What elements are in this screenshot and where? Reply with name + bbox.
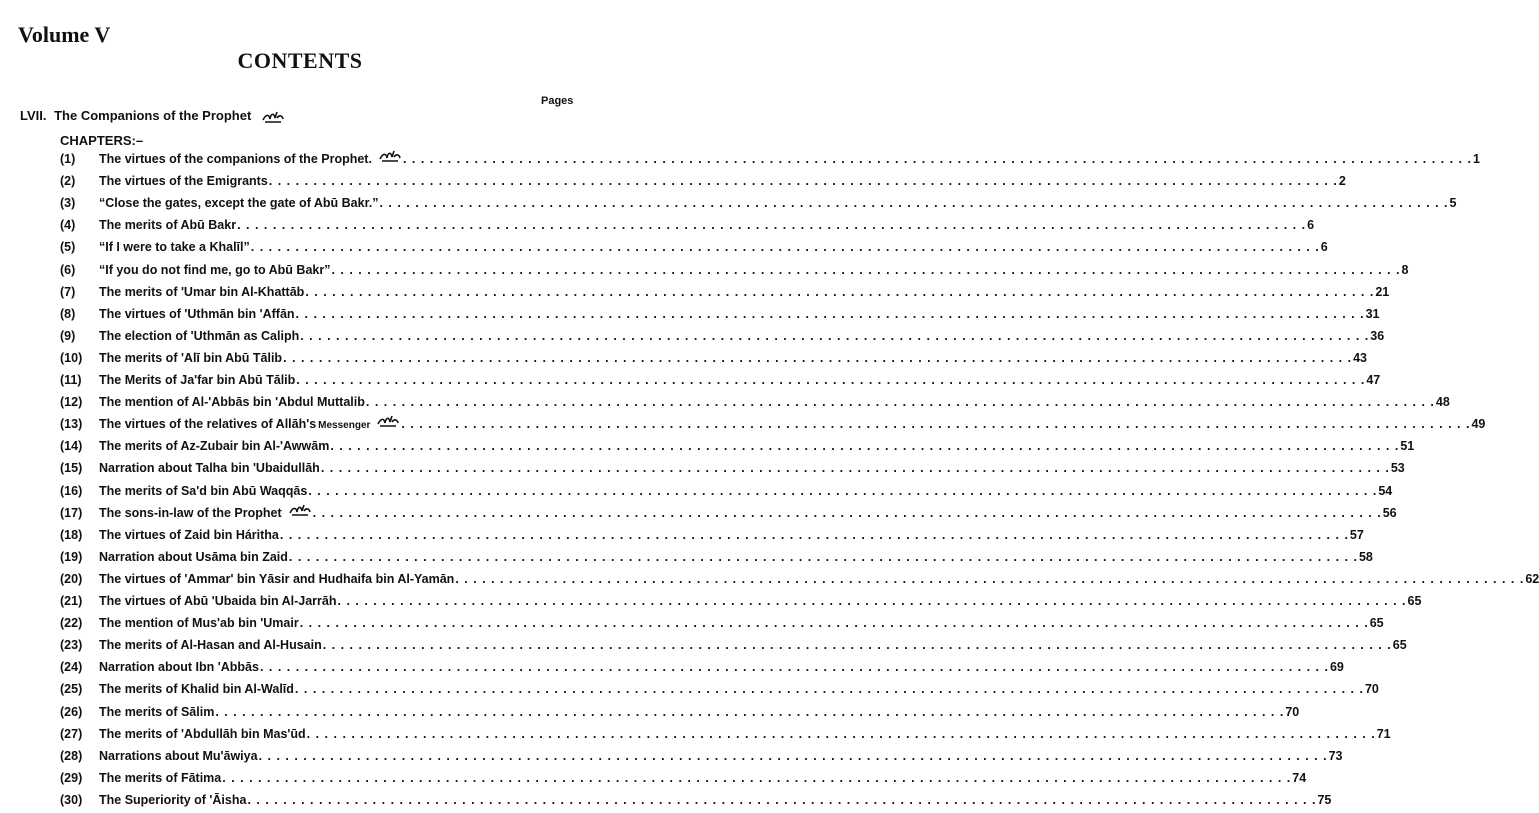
toc-entry xyxy=(0,413,1486,435)
toc-entry-page: 21 xyxy=(1375,284,1390,299)
toc-entry-title: Narration about Ibn 'Abbās xyxy=(99,660,259,675)
toc-entry-title: The virtues of Abū 'Ubaida bin Al-Jarrāh xyxy=(99,594,337,608)
toc-entry-number: (26) xyxy=(60,704,83,719)
toc-entry-leader-dots: . . . . . . . . . . . . . . . . . . . . . . . . . . . . . . . . . . . . . . . . . . . . . . . . . . . . . . . . . . . . . . . . . . . . . . . . . . . . . . . . . . . . . . . . . . . . . . . . . . . . . . . . . . . . . . . . . . . . . . . . xyxy=(237,218,1307,233)
toc-entry-body xyxy=(99,656,1344,678)
toc-entry-page: 47 xyxy=(1366,373,1381,387)
toc-entry-body xyxy=(99,767,1307,789)
toc-entry-title: “Close the gates, except the gate of Abū Bakr.” xyxy=(99,196,379,211)
toc-entry-number: (13) xyxy=(60,417,83,432)
toc-entry-leader-dots: . . . . . . . . . . . . . . . . . . . . . . . . . . . . . . . . . . . . . . . . . . . . . . . . . . . . . . . . . . . . . . . . . . . . . . . . . . . . . . . . . . . . . . . . . . . . . . . . . . . . . . . . . . . . . . . . . . . . . . . . xyxy=(296,373,1366,387)
toc-entry-page: 74 xyxy=(1292,770,1307,785)
toc-entry-page: 48 xyxy=(1435,395,1450,410)
toc-entry-number: (14) xyxy=(60,439,83,454)
toc-entry-number: (23) xyxy=(60,638,83,653)
toc-entry-body xyxy=(99,568,1539,590)
toc-entry-title: The merits of 'Abdullāh bin Mas'ūd xyxy=(99,726,306,741)
toc-entry-leader-dots: . . . . . . . . . . . . . . . . . . . . . . . . . . . . . . . . . . . . . . . . . . . . . . . . . . . . . . . . . . . . . . . . . . . . . . . . . . . . . . . . . . . . . . . . . . . . . . . . . . . . . . . . . . . . . . . . . . . . . . . . xyxy=(247,792,1317,807)
toc-entry-body xyxy=(99,236,1328,258)
toc-entry xyxy=(0,170,1346,192)
toc-entry xyxy=(0,767,1307,789)
toc-entry-body xyxy=(99,369,1381,391)
toc-entry-leader-dots: . . . . . . . . . . . . . . . . . . . . . . . . . . . . . . . . . . . . . . . . . . . . . . . . . . . . . . . . . . . . . . . . . . . . . . . . . . . . . . . . . . . . . . . . . . . . . . . . . . . . . . . . . . . . . . . . . . . . . . . . xyxy=(300,328,1370,343)
toc-entry-leader-dots: . . . . . . . . . . . . . . . . . . . . . . . . . . . . . . . . . . . . . . . . . . . . . . . . . . . . . . . . . . . . . . . . . . . . . . . . . . . . . . . . . . . . . . . . . . . . . . . . . . . . . . . . . . . . . . . . . . . . . . . . xyxy=(259,660,1329,675)
toc-entry-title: Narration about Talha bin 'Ubaidullāh xyxy=(99,461,320,476)
toc-entry xyxy=(0,325,1385,347)
toc-entry-page: 53 xyxy=(1390,461,1405,476)
toc-entry-title: The Superiority of 'Āisha xyxy=(99,792,247,807)
toc-entry-number: (19) xyxy=(60,549,83,564)
toc-entry-page: 69 xyxy=(1329,660,1344,675)
toc-entry-title: The virtues of Zaid bin Háritha xyxy=(99,527,279,542)
toc-entry-leader-dots: . . . . . . . . . . . . . . . . . . . . . . . . . . . . . . . . . . . . . . . . . . . . . . . . . . . . . . . . . . . . . . . . . . . . . . . . . . . . . . . . . . . . . . . . . . . . . . . . . . . . . . . . . . . . . . . . . . . . . . . . xyxy=(288,549,1358,564)
toc-entry xyxy=(0,678,1379,700)
toc-entry-leader-dots: . . . . . . . . . . . . . . . . . . . . . . . . . . . . . . . . . . . . . . . . . . . . . . . . . . . . . . . . . . . . . . . . . . . . . . . . . . . . . . . . . . . . . . . . . . . . . . . . . . . . . . . . . . . . . . . . . . . . . . . . xyxy=(294,682,1364,697)
toc-entry-leader-dots: . . . . . . . . . . . . . . . . . . . . . . . . . . . . . . . . . . . . . . . . . . . . . . . . . . . . . . . . . . . . . . . . . . . . . . . . . . . . . . . . . . . . . . . . . . . . . . . . . . . . . . . . . . . . . . . . . . . . . . . . xyxy=(215,704,1285,719)
toc-entry-body xyxy=(99,634,1407,656)
toc-entry-body xyxy=(99,413,1486,437)
toc-entry-page: 56 xyxy=(1382,505,1397,520)
toc-entry-number: (7) xyxy=(60,284,76,299)
toc-entry xyxy=(0,590,1422,612)
toc-entry-body xyxy=(99,480,1393,502)
toc-entry-body xyxy=(99,701,1300,723)
toc-entry-page: 75 xyxy=(1317,792,1332,807)
volume-heading: Volume V xyxy=(18,22,111,47)
toc-entry-body xyxy=(99,192,1457,214)
toc-entry-number: (11) xyxy=(60,373,82,387)
toc-entry-body xyxy=(99,170,1346,192)
toc-entry xyxy=(0,480,1393,502)
toc-entry-leader-dots: . . . . . . . . . . . . . . . . . . . . . . . . . . . . . . . . . . . . . . . . . . . . . . . . . . . . . . . . . . . . . . . . . . . . . . . . . . . . . . . . . . . . . . . . . . . . . . . . . . . . . . . . . . . . . . . . . . . . . . . . xyxy=(283,350,1353,365)
toc-entry-number: (3) xyxy=(60,196,76,211)
toc-entry-number: (18) xyxy=(60,527,83,542)
toc-entry-page: 43 xyxy=(1353,350,1368,365)
toc-entry-page: 5 xyxy=(1449,196,1457,211)
toc-entry-number: (28) xyxy=(60,748,83,763)
toc-entry-number: (10) xyxy=(60,350,83,365)
toc-entry-page: 6 xyxy=(1320,240,1328,255)
toc-entry-number: (12) xyxy=(60,395,83,410)
toc-entry-leader-dots: . . . . . . . . . . . . . . . . . . . . . . . . . . . . . . . . . . . . . . . . . . . . . . . . . . . . . . . . . . . . . . . . . . . . . . . . . . . . . . . . . . . . . . . . . . . . . . . . . . . . . . . . . . . . . . . . . . . . . . . . xyxy=(258,748,1328,763)
toc-entry-number: (1) xyxy=(60,152,76,166)
toc-entry-body xyxy=(99,303,1380,325)
toc-entry xyxy=(0,745,1343,767)
toc-entry xyxy=(0,236,1328,258)
toc-entry-number: (2) xyxy=(60,174,76,189)
toc-entry-number: (16) xyxy=(60,483,83,498)
toc-entry-leader-dots: . . . . . . . . . . . . . . . . . . . . . . . . . . . . . . . . . . . . . . . . . . . . . . . . . . . . . . . . . . . . . . . . . . . . . . . . . . . . . . . . . . . . . . . . . . . . . . . . . . . . . . . . . . . . . . . . . . . . . . . . xyxy=(320,461,1390,476)
toc-entry-number: (24) xyxy=(60,660,83,675)
toc-entry-page: 65 xyxy=(1392,638,1407,653)
toc-entry-page: 51 xyxy=(1400,439,1415,454)
toc-entry-number: (17) xyxy=(60,505,83,520)
toc-entry xyxy=(0,303,1380,325)
toc-entry-leader-dots: . . . . . . . . . . . . . . . . . . . . . . . . . . . . . . . . . . . . . . . . . . . . . . . . . . . . . . . . . . . . . . . . . . . . . . . . . . . . . . . . . . . . . . . . . . . . . . . . . . . . . . . . . . . . . . . . . . . . . . . . xyxy=(299,616,1369,631)
toc-entry-page: 65 xyxy=(1407,594,1422,608)
toc-entry-number: (27) xyxy=(60,726,83,741)
toc-entry xyxy=(0,259,1409,281)
toc-entry xyxy=(0,391,1450,413)
toc-entry xyxy=(0,435,1415,457)
toc-entry-leader-dots: . . . . . . . . . . . . . . . . . . . . . . . . . . . . . . . . . . . . . . . . . . . . . . . . . . . . . . . . . . . . . . . . . . . . . . . . . . . . . . . . . . . . . . . . . . . . . . . . . . . . . . . . . . . . . . . . . . . . . . . . xyxy=(379,196,1449,211)
toc-entry-body xyxy=(99,391,1450,413)
toc-entry xyxy=(0,634,1407,656)
toc-entry-page: 70 xyxy=(1364,682,1379,697)
toc-entry-number: (4) xyxy=(60,218,76,233)
toc-entry-number: (5) xyxy=(60,240,76,255)
toc-entry-leader-dots: . . . . . . . . . . . . . . . . . . . . . . . . . . . . . . . . . . . . . . . . . . . . . . . . . . . . . . . . . . . . . . . . . . . . . . . . . . . . . . . . . . . . . . . . . . . . . . . . . . . . . . . . . . . . . . . . . . . . . . . . xyxy=(402,152,1472,166)
toc-entry-title: Narration about Usāma bin Zaid xyxy=(99,549,288,564)
toc-entry-title: The virtues of 'Ammar' bin Yāsir and Hudhaifa bin Al-Yamān xyxy=(99,571,455,586)
toc-entry-page: 49 xyxy=(1471,417,1486,432)
toc-entry-page: 2 xyxy=(1338,174,1346,189)
toc-entry-body xyxy=(99,435,1415,457)
toc-entry-body xyxy=(99,347,1368,369)
toc-entry-title: The merits of Fātima xyxy=(99,770,222,785)
pages-column-label: Pages xyxy=(541,95,574,107)
toc-entry-leader-dots: . . . . . . . . . . . . . . . . . . . . . . . . . . . . . . . . . . . . . . . . . . . . . . . . . . . . . . . . . . . . . . . . . . . . . . . . . . . . . . . . . . . . . . . . . . . . . . . . . . . . . . . . . . . . . . . . . . . . . . . . xyxy=(268,174,1338,189)
toc-entry-title: The virtues of the companions of the Prophet. xyxy=(99,152,372,166)
toc-entry-body xyxy=(99,678,1379,700)
toc-entry-page: 57 xyxy=(1349,527,1364,542)
toc-entry xyxy=(0,701,1300,723)
toc-entry-page: 62 xyxy=(1525,571,1539,586)
toc-entry-page: 8 xyxy=(1401,262,1409,277)
toc-entry-leader-dots: . . . . . . . . . . . . . . . . . . . . . . . . . . . . . . . . . . . . . . . . . . . . . . . . . . . . . . . . . . . . . . . . . . . . . . . . . . . . . . . . . . . . . . . . . . . . . . . . . . . . . . . . . . . . . . . . . . . . . . . . xyxy=(312,505,1382,520)
toc-entry-number: (21) xyxy=(60,594,83,608)
toc-entry-title: The merits of Sa'd bin Abū Waqqās xyxy=(99,483,308,498)
toc-entry-number: (8) xyxy=(60,306,76,321)
toc-entry-body xyxy=(99,281,1390,303)
toc-entry-title: The merits of Abū Bakr xyxy=(99,218,237,233)
toc-entry-title: The mention of Al-'Abbās bin 'Abdul Muttalib xyxy=(99,395,365,410)
toc-entry xyxy=(0,369,1381,391)
toc-entry-page: 54 xyxy=(1378,483,1393,498)
toc-entry-number: (30) xyxy=(60,792,83,807)
toc-entry-title: The Merits of Ja'far bin Abū Tālib xyxy=(99,373,296,387)
toc-entry-leader-dots: . . . . . . . . . . . . . . . . . . . . . . . . . . . . . . . . . . . . . . . . . . . . . . . . . . . . . . . . . . . . . . . . . . . . . . . . . . . . . . . . . . . . . . . . . . . . . . . . . . . . . . . . . . . . . . . . . . . . . . . . xyxy=(322,638,1392,653)
section-title-text: The Companions of the Prophet xyxy=(54,108,252,123)
toc-entry-title: The virtues of the Emigrants xyxy=(99,174,268,189)
toc-entry-title: The merits of Az-Zubair bin Al-'Awwām xyxy=(99,439,330,454)
toc-entry-number: (29) xyxy=(60,770,83,785)
toc-entry xyxy=(0,457,1405,479)
toc-entry xyxy=(0,214,1315,236)
toc-entry-title: The mention of Mus'ab bin 'Umair xyxy=(99,616,299,631)
section-title xyxy=(20,108,285,124)
toc-entry-leader-dots: . . . . . . . . . . . . . . . . . . . . . . . . . . . . . . . . . . . . . . . . . . . . . . . . . . . . . . . . . . . . . . . . . . . . . . . . . . . . . . . . . . . . . . . . . . . . . . . . . . . . . . . . . . . . . . . . . . . . . . . . xyxy=(331,262,1401,277)
toc-entry-body xyxy=(99,546,1373,568)
toc-entry-number: (9) xyxy=(60,328,76,343)
toc-entry-body xyxy=(99,789,1332,811)
toc-entry-page: 70 xyxy=(1285,704,1300,719)
toc-entry-page: 73 xyxy=(1328,748,1343,763)
toc-entry-body xyxy=(99,457,1405,479)
toc-entry-leader-dots: . . . . . . . . . . . . . . . . . . . . . . . . . . . . . . . . . . . . . . . . . . . . . . . . . . . . . . . . . . . . . . . . . . . . . . . . . . . . . . . . . . . . . . . . . . . . . . . . . . . . . . . . . . . . . . . . . . . . . . . . xyxy=(295,306,1365,321)
toc-entry xyxy=(0,723,1391,745)
toc-entry-title: “If you do not find me, go to Abū Bakr” xyxy=(99,262,331,277)
salutation-seal-icon xyxy=(378,149,402,163)
toc-entry-page: 58 xyxy=(1358,549,1373,564)
toc-entry-number: (20) xyxy=(60,571,83,586)
toc-entry-body xyxy=(99,214,1315,236)
toc-entry-leader-dots: . . . . . . . . . . . . . . . . . . . . . . . . . . . . . . . . . . . . . . . . . . . . . . . . . . . . . . . . . . . . . . . . . . . . . . . . . . . . . . . . . . . . . . . . . . . . . . . . . . . . . . . . . . . . . . . . . . . . . . . . xyxy=(401,417,1471,432)
toc-entry-body xyxy=(99,502,1397,524)
toc-entry-page: 1 xyxy=(1472,152,1480,166)
toc-entry-number: (15) xyxy=(60,461,83,476)
toc-entry-body xyxy=(99,612,1384,634)
toc-entry-title: The merits of Sālim xyxy=(99,704,215,719)
toc-entry-page: 31 xyxy=(1365,306,1380,321)
toc-entry-body xyxy=(99,148,1480,170)
toc-entry-title: The sons-in-law of the Prophet xyxy=(99,505,282,520)
toc-entry-number: (25) xyxy=(60,682,83,697)
toc-entry-title: The virtues of the relatives of Allāh's xyxy=(99,417,317,432)
salutation-seal-icon xyxy=(288,503,312,517)
chapters-label: CHAPTERS:– xyxy=(60,133,144,148)
toc-entry-extra: Messenger xyxy=(318,420,371,432)
toc-entry-page: 71 xyxy=(1376,726,1391,741)
toc-entry xyxy=(0,568,1539,590)
toc-entry-number: (22) xyxy=(60,616,83,631)
toc-entry xyxy=(0,656,1344,678)
toc-entry-title: The merits of 'Umar bin Al-Khattāb xyxy=(99,284,305,299)
toc-entry-page: 6 xyxy=(1307,218,1315,233)
toc-entry-leader-dots: . . . . . . . . . . . . . . . . . . . . . . . . . . . . . . . . . . . . . . . . . . . . . . . . . . . . . . . . . . . . . . . . . . . . . . . . . . . . . . . . . . . . . . . . . . . . . . . . . . . . . . . . . . . . . . . . . . . . . . . . xyxy=(279,527,1349,542)
salutation-seal-icon xyxy=(376,414,400,428)
toc-entry xyxy=(0,546,1373,568)
toc-entry-body xyxy=(99,325,1385,347)
toc-entry-title: The merits of 'Alī bin Abū Tālib xyxy=(99,350,283,365)
toc-entry-title: Narrations about Mu'āwiya xyxy=(99,748,258,763)
toc-entry-leader-dots: . . . . . . . . . . . . . . . . . . . . . . . . . . . . . . . . . . . . . . . . . . . . . . . . . . . . . . . . . . . . . . . . . . . . . . . . . . . . . . . . . . . . . . . . . . . . . . . . . . . . . . . . . . . . . . . . . . . . . . . . xyxy=(337,594,1407,608)
contents-heading: CONTENTS xyxy=(237,48,363,73)
toc-entry-body xyxy=(99,745,1343,767)
toc-entry-page: 36 xyxy=(1370,328,1385,343)
salutation-seal-icon xyxy=(261,110,285,124)
toc-entry-leader-dots: . . . . . . . . . . . . . . . . . . . . . . . . . . . . . . . . . . . . . . . . . . . . . . . . . . . . . . . . . . . . . . . . . . . . . . . . . . . . . . . . . . . . . . . . . . . . . . . . . . . . . . . . . . . . . . . . . . . . . . . . xyxy=(455,571,1525,586)
toc-entry-leader-dots: . . . . . . . . . . . . . . . . . . . . . . . . . . . . . . . . . . . . . . . . . . . . . . . . . . . . . . . . . . . . . . . . . . . . . . . . . . . . . . . . . . . . . . . . . . . . . . . . . . . . . . . . . . . . . . . . . . . . . . . . xyxy=(305,284,1375,299)
toc-entry-body xyxy=(99,590,1422,612)
toc-entry-leader-dots: . . . . . . . . . . . . . . . . . . . . . . . . . . . . . . . . . . . . . . . . . . . . . . . . . . . . . . . . . . . . . . . . . . . . . . . . . . . . . . . . . . . . . . . . . . . . . . . . . . . . . . . . . . . . . . . . . . . . . . . . xyxy=(308,483,1378,498)
toc-entry-leader-dots: . . . . . . . . . . . . . . . . . . . . . . . . . . . . . . . . . . . . . . . . . . . . . . . . . . . . . . . . . . . . . . . . . . . . . . . . . . . . . . . . . . . . . . . . . . . . . . . . . . . . . . . . . . . . . . . . . . . . . . . . xyxy=(306,726,1376,741)
toc-entry-leader-dots: . . . . . . . . . . . . . . . . . . . . . . . . . . . . . . . . . . . . . . . . . . . . . . . . . . . . . . . . . . . . . . . . . . . . . . . . . . . . . . . . . . . . . . . . . . . . . . . . . . . . . . . . . . . . . . . . . . . . . . . . xyxy=(365,395,1435,410)
toc-entry-leader-dots: . . . . . . . . . . . . . . . . . . . . . . . . . . . . . . . . . . . . . . . . . . . . . . . . . . . . . . . . . . . . . . . . . . . . . . . . . . . . . . . . . . . . . . . . . . . . . . . . . . . . . . . . . . . . . . . . . . . . . . . . xyxy=(222,770,1292,785)
toc-entry-body xyxy=(99,259,1409,281)
toc-entry-leader-dots: . . . . . . . . . . . . . . . . . . . . . . . . . . . . . . . . . . . . . . . . . . . . . . . . . . . . . . . . . . . . . . . . . . . . . . . . . . . . . . . . . . . . . . . . . . . . . . . . . . . . . . . . . . . . . . . . . . . . . . . . xyxy=(330,439,1400,454)
toc-entry-number: (6) xyxy=(60,262,76,277)
toc-entry-leader-dots: . . . . . . . . . . . . . . . . . . . . . . . . . . . . . . . . . . . . . . . . . . . . . . . . . . . . . . . . . . . . . . . . . . . . . . . . . . . . . . . . . . . . . . . . . . . . . . . . . . . . . . . . . . . . . . . . . . . . . . . . xyxy=(250,240,1320,255)
toc-entry xyxy=(0,148,1480,170)
section-number: LVII. xyxy=(20,108,47,123)
toc-entry-title: The virtues of 'Uthmān bin 'Affān xyxy=(99,306,295,321)
toc-entry-title: “If I were to take a Khalīl” xyxy=(99,240,250,255)
toc-entry-body xyxy=(99,524,1364,546)
toc-entry xyxy=(0,524,1364,546)
toc-entry xyxy=(0,347,1368,369)
toc-entry-title: The merits of Khalid bin Al-Walīd xyxy=(99,682,294,697)
toc-entry xyxy=(0,789,1332,811)
toc-entry-title: The election of 'Uthmān as Caliph xyxy=(99,328,300,343)
toc-entry xyxy=(0,281,1390,303)
toc-entry-title: The merits of Al-Hasan and Al-Husain xyxy=(99,638,322,653)
toc-entry xyxy=(0,502,1397,524)
toc-entry xyxy=(0,192,1457,214)
toc-entry-page: 65 xyxy=(1369,616,1384,631)
toc-entry xyxy=(0,612,1384,634)
toc-entry-body xyxy=(99,723,1391,745)
